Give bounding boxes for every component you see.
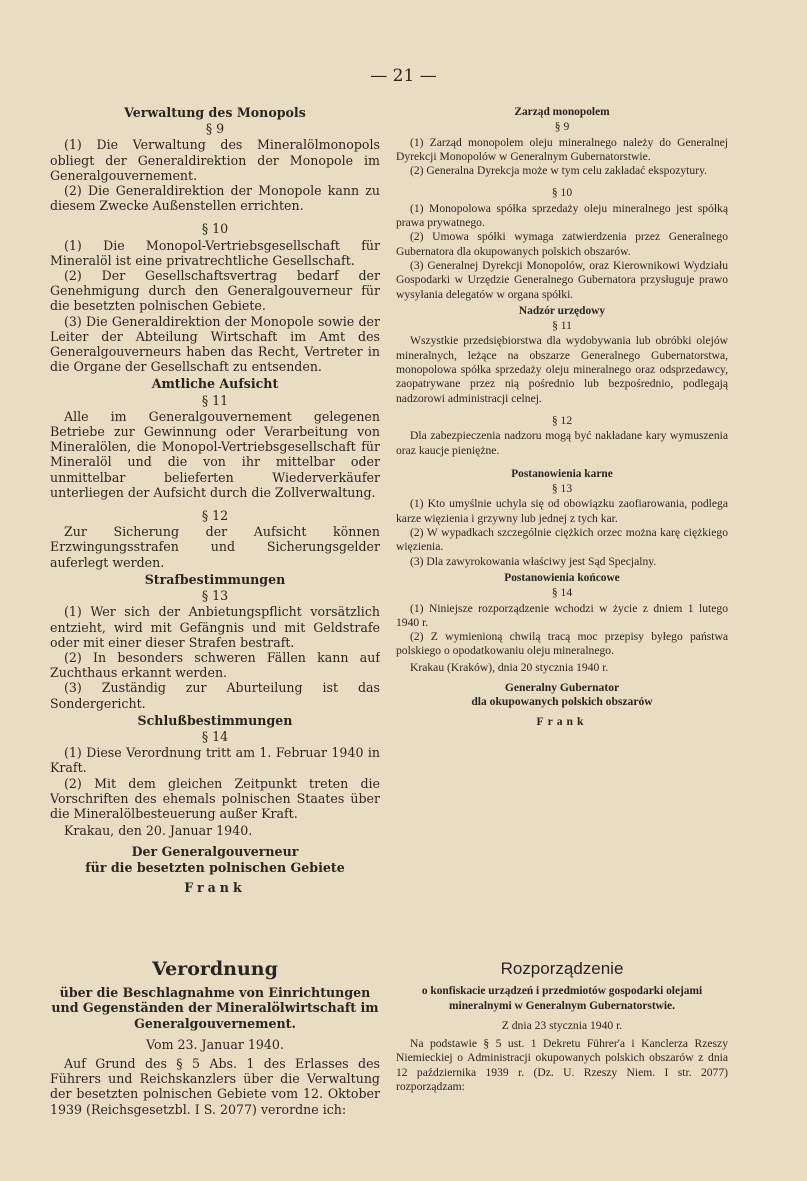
paragraph: Na podstawie § 5 ust. 1 Dekretu Führer'a i Kanclerza Rzeszy Niemieckiej o Administracji okupowanych polskich obszarów z dnia 12 października 1939 r. (Dz. U. Rzeszy Niem. I str. 2077) rozporządzam: bbox=[396, 1037, 728, 1094]
paragraph: (1) Diese Verordnung tritt am 1. Februar 1940 in Kraft. bbox=[50, 745, 380, 776]
polish-ordinance bbox=[396, 958, 728, 1173]
signatory-name: Frank bbox=[184, 879, 246, 895]
signatory-title: Der Generalgouverneur bbox=[131, 844, 299, 860]
paragraph: (2) Mit dem gleichen Zeitpunkt treten die Vorschriften des ehemals polnischen Staates über die Mineralölbesteuerung außer Kraft. bbox=[50, 775, 380, 821]
page-number: — 21 — bbox=[370, 66, 437, 86]
heading-official-supervision: Nadzór urzędowy bbox=[518, 304, 606, 317]
paragraph: (2) Der Gesellschaftsvertrag bedarf der Genehmigung durch den Generalgouverneur für die besetzten polnischen Gebiete. bbox=[50, 268, 380, 314]
section-number: § 9 bbox=[205, 121, 225, 137]
ordinance-title: Rozporządzenie bbox=[500, 959, 624, 978]
paragraph: Wszystkie przedsiębiorstwa dla wydobywania lub obróbki olejów mineralnych, leżące na obszarze Generalnego Gubernatorstwa, monopolowa spółka sprzedaży oleju mineralnego oraz odsprzedawcy, zaopatrywane przez nią pośrednio lub bezpośrednio, podlegają nadzorowi administracji celnej. bbox=[396, 334, 728, 405]
ordinance-date: Vom 23. Januar 1940. bbox=[146, 1036, 284, 1052]
paragraph: (2) Z wymienioną chwilą tracą moc przepisy byłego państwa polskiego o opodatkowaniu oleju mineralnego. bbox=[396, 630, 728, 658]
paragraph: (2) In besonders schweren Fällen kann auf Zuchthaus erkannt werden. bbox=[50, 649, 380, 681]
paragraph: Alle im Generalgouvernement gelegenen Betriebe zur Gewinnung oder Verarbeitung von Mineralölen, die Monopol-Vertriebsgesellschaft für Mineralöl und die von ihr mittelbar oder unmittelbar belieferten Wiederverkäufer unterliegen der Aufsicht durch die Zollverwaltung. bbox=[50, 408, 380, 500]
paragraph: Dla zabezpieczenia nadzoru mogą być nakładane kary wymuszenia oraz kaucje pieniężne. bbox=[396, 429, 728, 457]
paragraph: Auf Grund des § 5 Abs. 1 des Erlasses des Führers und Reichskanzlers über die Verwaltung der besetzten polnischen Gebiete vom 12. Oktober 1939 (Reichsgesetzbl. I S. 2077) verordne ich: bbox=[50, 1056, 380, 1117]
polish-column bbox=[396, 103, 728, 941]
paragraph: (1) Die Verwaltung des Mineralölmonopols obliegt der Generaldirektion der Monopole im Generalgouvernement. bbox=[50, 137, 380, 183]
heading-final-provisions: Schlußbestimmungen bbox=[137, 712, 293, 728]
section-number: § 13 bbox=[551, 482, 573, 496]
heading-penal-provisions: Postanowienia karne bbox=[511, 467, 613, 480]
section-number: § 9 bbox=[554, 120, 570, 134]
paragraph: (1) Niniejsze rozporządzenie wchodzi w życie z dniem 1 lutego 1940 r. bbox=[396, 601, 728, 629]
paragraph: (2) Generalna Dyrekcja może w tym celu zakładać ekspozytury. bbox=[410, 164, 708, 178]
section-number: § 10 bbox=[551, 186, 573, 200]
place-date: Krakau (Kraków), dnia 20 stycznia 1940 r. bbox=[410, 660, 609, 674]
paragraph: (3) Generalnej Dyrekcji Monopolów, oraz Kierownikowi Wydziału Gospodarki w Urzędzie Generalnego Gubernatora przysługuje prawo wysyłania delegatów w organa spółki. bbox=[396, 258, 728, 301]
section-number: § 13 bbox=[201, 588, 229, 604]
section-number: § 11 bbox=[201, 392, 229, 408]
paragraph: (1) Die Monopol-Vertriebsgesellschaft für Mineralöl ist eine privatrechtliche Gesellschaft. bbox=[50, 237, 380, 268]
paragraph: (2) Umowa spółki wymaga zatwierdzenia przez Generalnego Gubernatora dla okupowanych polskich obszarów. bbox=[396, 230, 728, 258]
paragraph: (1) Zarząd monopolem oleju mineralnego należy do Generalnej Dyrekcji Monopolów w Generalnym Gubernatorstwie. bbox=[396, 135, 728, 163]
section-number: § 12 bbox=[551, 413, 573, 427]
ordinance-subtitle: über die Beschlagnahme von Einrichtungen und Gegenständen der Mineralölwirtschaft im Generalgouvernement. bbox=[51, 985, 379, 1031]
section-number: § 14 bbox=[551, 586, 573, 600]
signatory-title: Generalny Gubernator bbox=[504, 680, 620, 694]
paragraph: (3) Die Generaldirektion der Monopole sowie der Leiter der Abteilung Wirtschaft im Amt des Generalgouverneurs haben das Recht, Vertreter in die Organe der Gesellschaft zu entsenden. bbox=[50, 313, 380, 375]
heading-monopoly-administration: Zarząd monopolem bbox=[514, 106, 610, 118]
paragraph: (1) Wer sich der Anbietungspflicht vorsätzlich entzieht, wird mit Gefängnis und mit Geldstrafe oder mit einer dieser Strafen bestraft. bbox=[50, 604, 380, 650]
paragraph: Zur Sicherung der Aufsicht können Erzwingungsstrafen und Sicherungsgelder auferlegt werden. bbox=[50, 524, 380, 570]
section-number: § 11 bbox=[552, 319, 572, 333]
heading-monopoly-administration: Verwaltung des Monopols bbox=[124, 105, 306, 120]
section-number: § 12 bbox=[201, 508, 229, 524]
section-number: § 10 bbox=[201, 221, 229, 237]
paragraph: (3) Zuständig zur Aburteilung ist das Sondergericht. bbox=[50, 680, 380, 711]
signatory-subtitle: dla okupowanych polskich obszarów bbox=[471, 695, 653, 709]
signatory-subtitle: für die besetzten polnischen Gebiete bbox=[85, 859, 345, 875]
paragraph: (2) Die Generaldirektion der Monopole kann zu diesem Zwecke Außenstellen errichten. bbox=[50, 183, 380, 214]
section-number: § 14 bbox=[201, 728, 229, 744]
paragraph: (2) W wypadkach szczególnie ciężkich orzec można karę ciężkiego więzienia. bbox=[396, 526, 728, 554]
heading-penal-provisions: Strafbestimmungen bbox=[144, 571, 286, 587]
german-column bbox=[50, 103, 380, 941]
signatory-name: Frank bbox=[536, 714, 588, 728]
ordinance-subtitle: o konfiskacie urządzeń i przedmiotów gospodarki olejami mineralnymi w Generalnym Gubernatorstwie. bbox=[421, 985, 703, 1012]
place-date: Krakau, den 20. Januar 1940. bbox=[64, 823, 253, 839]
heading-final-provisions: Postanowienia końcowe bbox=[504, 571, 620, 584]
ordinance-date: Z dnia 23 stycznia 1940 r. bbox=[501, 1018, 623, 1032]
paragraph: (1) Kto umyślnie uchyla się od obowiązku zaofiarowania, podlega karze więzienia i grzywny lub jednej z tych kar. bbox=[396, 497, 728, 525]
paragraph: (1) Monopolowa spółka sprzedaży oleju mineralnego jest spółką prawa prywatnego. bbox=[396, 201, 728, 230]
heading-official-supervision: Amtliche Aufsicht bbox=[151, 376, 279, 392]
ordinance-title: Verordnung bbox=[152, 958, 278, 980]
paragraph: (3) Dla zawyrokowania właściwy jest Sąd Specjalny. bbox=[410, 554, 657, 568]
german-ordinance bbox=[50, 958, 380, 1173]
